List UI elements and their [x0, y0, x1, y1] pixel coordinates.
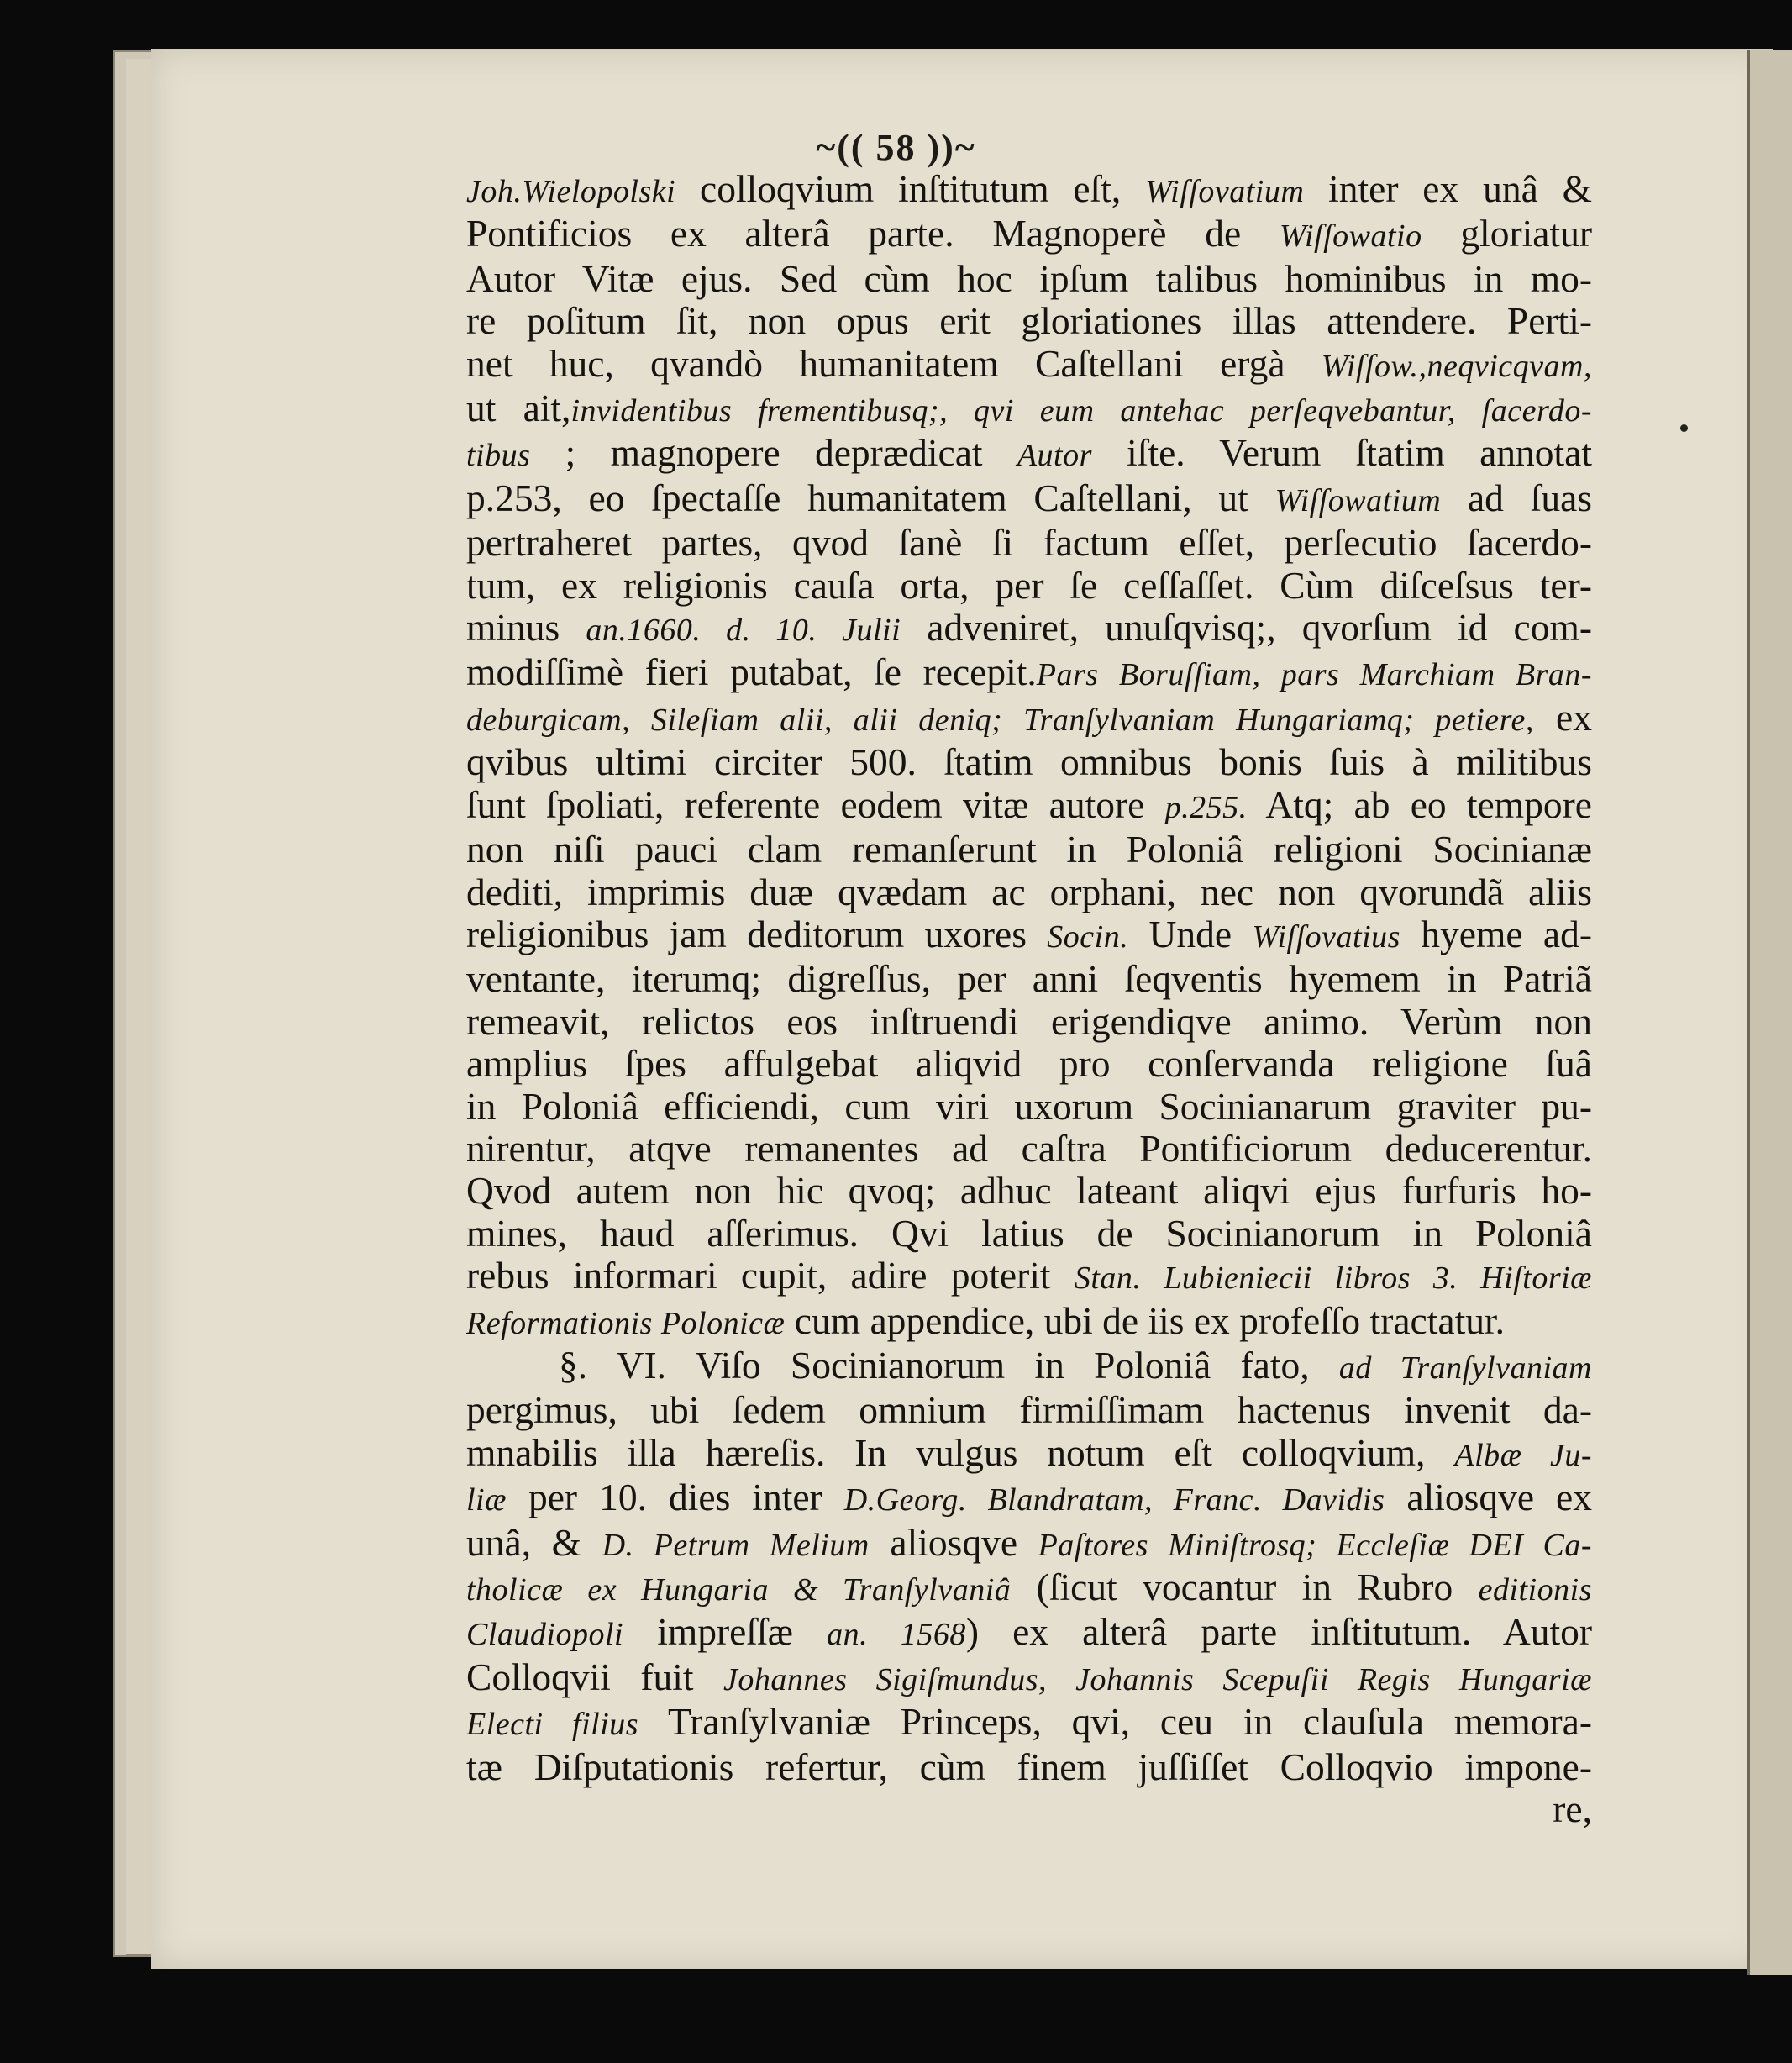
text-segment: Pontificios ex alterâ parte. Magnoperè de	[466, 213, 1280, 255]
italic-segment: Paſtores Miniſtrosq; Eccleſiæ DEI Ca-	[1038, 1527, 1592, 1563]
text-line	[466, 1746, 1592, 1788]
text-line	[466, 607, 1592, 651]
text-segment: non niſi pauci clam remanſerunt in Poloniâ religioni Socinianæ	[466, 829, 1592, 871]
italic-segment: Wiſſovatius	[1252, 918, 1400, 955]
text-line	[466, 1522, 1592, 1566]
text-segment: per 10. dies inter	[506, 1476, 844, 1519]
ink-spot	[1680, 424, 1688, 432]
text-segment: re poſitum ſit, non opus erit gloriationes illas attendere. Perti-	[466, 300, 1592, 343]
text-segment: mnabilis illa hæreſis. In vulgus notum eſt colloqvium,	[466, 1431, 1455, 1474]
text-segment: Unde	[1128, 913, 1253, 955]
text-line	[466, 741, 1592, 783]
text-segment: unâ, &	[466, 1521, 602, 1564]
text-line	[466, 1476, 1592, 1521]
text-segment: ex	[1533, 696, 1592, 739]
text-segment: Atq; ab eo tempore	[1247, 783, 1592, 826]
text-segment: inter ex unâ &	[1304, 168, 1592, 210]
text-line	[466, 697, 1592, 741]
text-line	[466, 387, 1592, 432]
text-segment: gloriatur	[1422, 213, 1592, 255]
text-segment: dediti, imprimis duæ qvædam ac orphani, nec non qvorundã aliis	[466, 871, 1592, 913]
italic-segment: D. Petrum Melium	[602, 1527, 870, 1563]
text-line	[466, 1432, 1592, 1476]
text-segment: tæ Diſputationis refertur, cùm finem juſſiſſet Colloqvio impone-	[466, 1745, 1592, 1788]
italic-segment: deburgicam, Sileſiam alii, alii deniq; Tranſylvaniam Hungariamq; petiere,	[466, 702, 1534, 738]
text-segment: ventante, iterumq; digreſſus, per anni ſeqventis hyemem in Patriã	[466, 958, 1592, 1001]
page-header: ~(( 58 ))~	[816, 127, 976, 168]
text-line	[466, 432, 1592, 476]
text-line	[466, 871, 1592, 913]
italic-segment: liæ	[466, 1482, 507, 1518]
text-segment: nirentur, atqve remanentes ad caſtra Pontificiorum deducerentur.	[466, 1127, 1592, 1170]
text-segment: cum appendice, ubi de iis ex profeſſo tractatur.	[785, 1299, 1505, 1342]
text-segment: iſte. Verum ſtatim annotat	[1091, 432, 1592, 475]
text-segment: modiſſimè fieri putabat, ſe recepit.	[466, 651, 1037, 694]
text-segment: mines, haud aſſerimus. Qvi latius de Socinianorum in Poloniâ	[466, 1212, 1592, 1255]
text-line	[466, 913, 1592, 958]
text-line	[466, 1611, 1592, 1655]
text-segment: rebus informari cupit, adire poterit	[466, 1255, 1075, 1297]
text-segment: adveniret, unuſqvisq;, qvorſum id com-	[901, 607, 1592, 650]
italic-segment: Joh.Wielopolski	[466, 174, 676, 209]
text-segment: aliosqve	[869, 1521, 1038, 1564]
italic-segment: editionis	[1478, 1572, 1592, 1608]
text-segment: §. VI. Viſo Socinianorum in Poloniâ fato,	[559, 1344, 1339, 1387]
text-line	[466, 213, 1592, 257]
facing-page-edge	[1747, 50, 1792, 1975]
italic-segment: Stan. Lubieniecii libros 3. Hiſtoriæ	[1074, 1260, 1592, 1297]
text-segment: ut ait,	[466, 387, 571, 430]
italic-segment: Claudiopoli	[466, 1617, 624, 1653]
italic-segment: D.Georg. Blandratam, Franc. Davidis	[843, 1482, 1385, 1518]
text-line	[466, 1345, 1592, 1389]
text-segment: ſunt ſpoliati, referente eodem vitæ autore	[466, 783, 1165, 826]
text-segment: impreſſæ	[623, 1611, 828, 1654]
italic-segment: an.1660. d. 10. Julii	[586, 613, 901, 649]
text-segment: pergimus, ubi ſedem omnium firmiſſimam hactenus invenit da-	[466, 1389, 1592, 1432]
italic-segment: Electi filius	[466, 1707, 639, 1743]
text-line	[466, 565, 1592, 607]
text-line	[466, 829, 1592, 871]
text-line	[466, 1086, 1592, 1128]
text-line	[466, 1043, 1592, 1085]
text-line	[466, 958, 1592, 1000]
text-line	[466, 168, 1592, 213]
text-segment: pertraheret partes, qvod ſanè ſi factum eſſet, perſecutio ſacerdo-	[466, 522, 1592, 565]
text-line	[466, 784, 1592, 829]
text-line	[466, 1389, 1592, 1431]
body-text	[466, 168, 1592, 1830]
italic-segment: Wiſſowatio	[1279, 218, 1422, 255]
text-segment: Qvod autem non hic qvoq; adhuc lateant aliqvi ejus furfuris ho-	[466, 1170, 1592, 1213]
text-line	[466, 1656, 1592, 1701]
italic-segment: Wiſſowatium	[1274, 482, 1442, 518]
italic-segment: tibus	[466, 438, 531, 474]
text-segment: aliosqve ex	[1385, 1476, 1592, 1519]
text-segment: tum, ex religionis cauſa orta, per ſe ceſſaſſet. Cùm diſceſsus ter-	[466, 564, 1592, 607]
text-line	[466, 258, 1592, 300]
text-segment: net huc, qvandò humanitatem Caſtellani ergà	[466, 342, 1322, 385]
text-segment: (ſicut vocantur in Rubro	[1011, 1566, 1479, 1608]
italic-segment: Johannes Sigiſmundus, Johannis Scepuſii Regis Hungariæ	[723, 1661, 1592, 1697]
italic-segment: Autor	[1017, 438, 1092, 474]
italic-segment: Pars Boruſſiam, pars Marchiam Bran-	[1036, 657, 1592, 693]
text-segment: Colloqvii fuit	[466, 1655, 723, 1698]
italic-segment: p.255.	[1164, 789, 1248, 825]
text-line	[466, 1255, 1592, 1299]
italic-segment: invidentibus frementibusq;, qvi eum antehac perſeqvebantur, ſacerdo-	[570, 393, 1592, 429]
italic-segment: tholicæ ex Hungaria & Tranſylvaniâ	[466, 1572, 1012, 1608]
text-line	[466, 1566, 1592, 1611]
text-segment: Tranſylvaniæ Princeps, qvi, ceu in clauſula memora-	[638, 1701, 1592, 1744]
text-line	[466, 1788, 1592, 1830]
text-line	[466, 300, 1592, 342]
text-line	[466, 343, 1592, 387]
text-line	[466, 1300, 1592, 1345]
text-line	[466, 1170, 1592, 1212]
text-line	[466, 651, 1592, 696]
text-segment: ad ſuas	[1441, 476, 1592, 519]
text-segment: re,	[1553, 1788, 1592, 1831]
italic-segment: Wiſſow.,neqvicqvam,	[1321, 348, 1592, 384]
text-segment: amplius ſpes affulgebat aliqvid pro conſervanda religione ſuâ	[466, 1043, 1592, 1086]
text-segment: qvibus ultimi circiter 500. ſtatim omnibus bonis ſuis à militibus	[466, 741, 1592, 784]
text-segment: hyeme ad-	[1400, 913, 1592, 955]
text-line	[466, 1701, 1592, 1745]
italic-segment: Wiſſovatium	[1145, 174, 1305, 209]
italic-segment: ad Tranſylvaniam	[1338, 1350, 1592, 1386]
text-line	[466, 1213, 1592, 1255]
text-segment: colloqvium inſtitutum eſt,	[675, 168, 1146, 210]
text-line	[466, 477, 1592, 522]
text-line	[466, 522, 1592, 564]
italic-segment: Socin.	[1047, 918, 1129, 955]
text-segment: ) ex alterâ parte inſtitutum. Autor	[965, 1611, 1592, 1654]
text-segment: minus	[466, 607, 586, 650]
text-segment: ; magnopere deprædicat	[530, 432, 1017, 475]
italic-segment: an. 1568	[827, 1617, 966, 1653]
text-segment: religionibus jam deditorum uxores	[466, 913, 1048, 955]
text-line	[466, 1001, 1592, 1043]
text-segment: p.253, eo ſpectaſſe humanitatem Caſtellani, ut	[466, 476, 1275, 519]
italic-segment: Reformationis Polonicæ	[466, 1305, 786, 1341]
text-segment: remeavit, relictos eos inſtruendi erigendiqve animo. Verùm non	[466, 1000, 1592, 1043]
text-segment: in Poloniâ efficiendi, cum viri uxorum Socinianarum graviter pu-	[466, 1085, 1592, 1128]
text-line	[466, 1128, 1592, 1170]
text-segment: Autor Vitæ ejus. Sed cùm hoc ipſum talibus hominibus in mo-	[466, 257, 1592, 300]
italic-segment: Albæ Ju-	[1454, 1437, 1592, 1473]
